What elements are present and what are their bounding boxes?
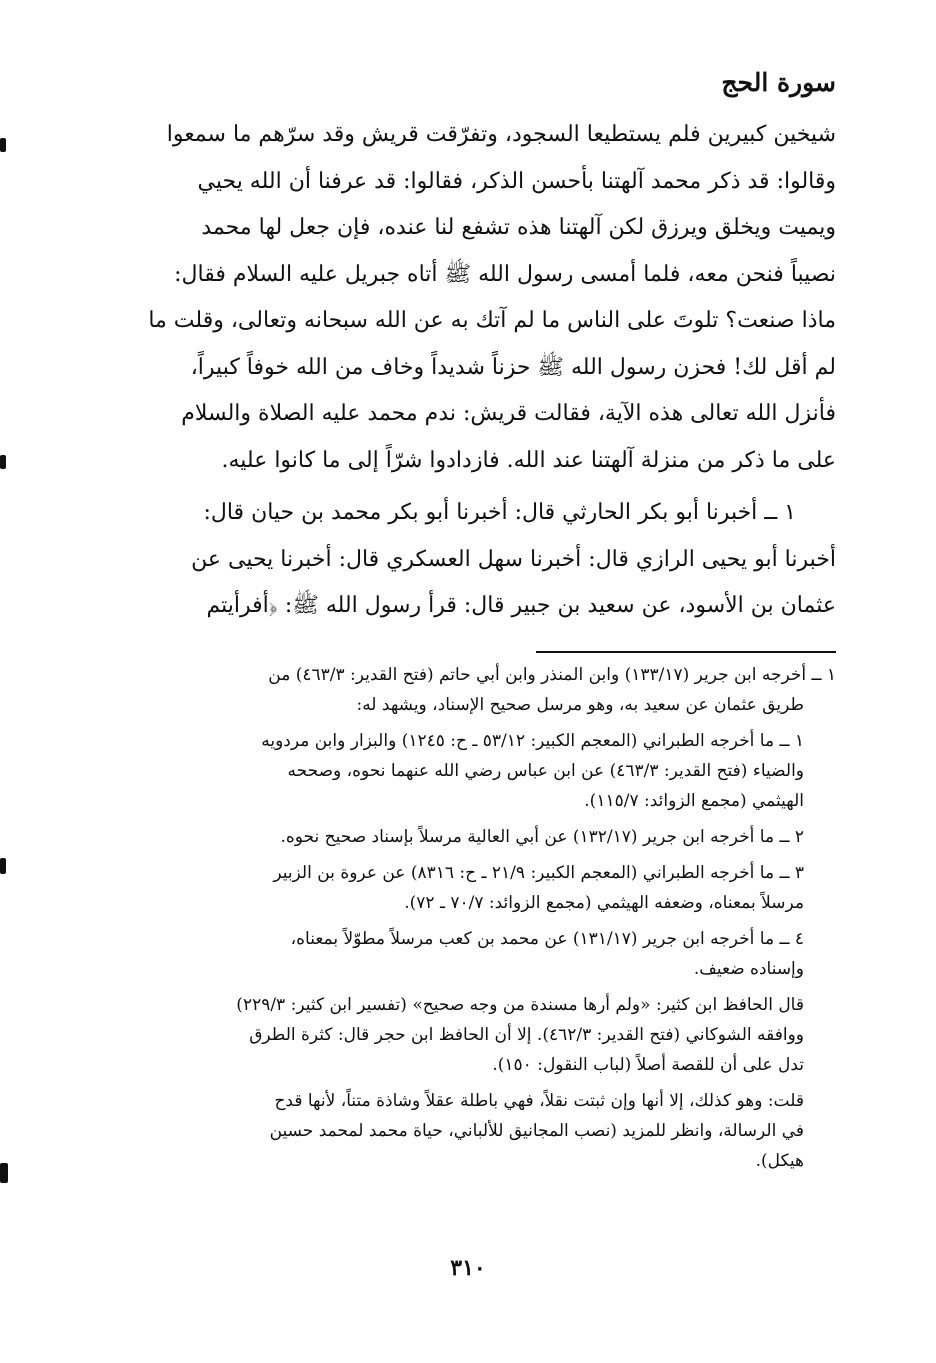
footnote-line: ١ ــ أخرجه ابن جرير (١٣٣/١٧) وابن المنذر وابن أبي حاتم (فتح القدير: ٤٦٣/٣) من <box>268 665 836 685</box>
scan-margin-mark <box>0 1163 8 1183</box>
footnote-line: ووافقه الشوكاني (فتح القدير: ٤٦٢/٣). إلا أن الحافظ ابن حجر قال: كثرة الطرق <box>249 1025 804 1045</box>
footnote-line: طريق عثمان عن سعيد به، وهو مرسل صحيح الإسناد، ويشهد له: <box>356 695 804 715</box>
footnote-separator <box>536 651 836 653</box>
footnote-line: وإسناده ضعيف. <box>693 959 804 979</box>
footnote-line: ٣ ــ ما أخرجه الطبراني (المعجم الكبير: ٢١/٩ ـ ح: ٨٣١٦) عن عروة بن الزبير <box>273 863 804 883</box>
footnote-line: في الرسالة، وانظر للمزيد (نصب المجانيق للألباني، حياة محمد لمحمد حسين <box>269 1121 804 1141</box>
footnote-line: قال الحافظ ابن كثير: «ولم أرها مسندة من وجه صحيح» (تفسير ابن كثير: ٢٢٩/٣) <box>236 995 804 1015</box>
footnote-line: قلت: وهو كذلك، إلا أنها وإن ثبتت نقلاً، فهي باطلة عقلاً وشاذة متناً، لأنها قدح <box>274 1091 804 1111</box>
footnote-line: ٤ ــ ما أخرجه ابن جرير (١٣١/١٧) عن محمد بن كعب مرسلاً مطوّلاً بمعناه، <box>290 929 804 949</box>
narration-line: أخبرنا أبو يحيى الرازي قال: أخبرنا سهل العسكري قال: أخبرنا يحيى عن <box>191 546 836 572</box>
main-text-line: نصيباً فنحن معه، فلما أمسى رسول الله ﷺ أتاه جبريل عليه السلام فقال: <box>174 261 836 287</box>
footnote-line: مرسلاً بمعناه، وضعفه الهيثمي (مجمع الزوائد: ٧٠/٧ ـ ٧٢). <box>404 893 804 913</box>
footnote-line: تدل على أن للقصة أصلاً (لباب النقول: ١٥٠). <box>492 1055 804 1075</box>
narration-line: ١ ــ أخبرنا أبو بكر الحارثي قال: أخبرنا أبو بكر محمد بن حيان قال: <box>203 500 796 525</box>
main-text-line: شيخين كبيرين فلم يستطيعا السجود، وتفرّقت قريش وقد سرّهم ما سمعوا <box>166 122 836 147</box>
footnote-line: الهيثمي (مجمع الزوائد: ١١٥/٧). <box>584 791 804 811</box>
scan-margin-mark <box>0 138 6 152</box>
narration-chain <box>148 490 836 630</box>
page-number: ٣١٠ <box>450 1255 486 1281</box>
narration-line: عثمان بن الأسود، عن سعيد بن جبير قال: قرأ رسول الله ﷺ: ﴿أفرأيتم <box>206 593 836 618</box>
main-text-line: وقالوا: قد ذكر محمد آلهتنا بأحسن الذكر، فقالوا: قد عرفنا أن الله يحيي <box>197 168 836 194</box>
main-text-line: على ما ذكر من منزلة آلهتنا عند الله. فازدادوا شرّاً إلى ما كانوا عليه. <box>221 447 836 473</box>
footnote-line: ١ ــ ما أخرجه الطبراني (المعجم الكبير: ٥٣/١٢ ـ ح: ١٢٤٥) والبزار وابن مردويه <box>261 731 804 751</box>
footnote-line: والضياء (فتح القدير: ٤٦٣/٣) عن ابن عباس رضي الله عنهما نحوه، وصححه <box>287 761 804 781</box>
main-text-line: ماذا صنعت؟ تلوتَ على الناس ما لم آتك به عن الله سبحانه وتعالى، وقلت ما <box>148 308 836 333</box>
main-text-line: فأنزل الله تعالى هذه الآية، فقالت قريش: ندم محمد عليه الصلاة والسلام <box>181 401 836 426</box>
footnote-line: هيكل). <box>755 1151 804 1171</box>
footnotes <box>126 660 836 1176</box>
scan-margin-mark <box>0 858 6 874</box>
scan-margin-mark <box>0 455 6 469</box>
main-text-line: لم أقل لك! فحزن رسول الله ﷺ حزناً شديداً وخاف من الله خوفاً كبيراً، <box>190 354 836 380</box>
main-text <box>148 112 836 484</box>
surah-header: سورة الحج <box>721 68 836 97</box>
main-text-line: ويميت ويخلق ويرزق لكن آلهتنا هذه تشفع لنا عنده، فإن جعل لها محمد <box>201 215 836 240</box>
footnote-line: ٢ ــ ما أخرجه ابن جرير (١٣٢/١٧) عن أبي العالية مرسلاً بإسناد صحيح نحوه. <box>280 827 804 847</box>
